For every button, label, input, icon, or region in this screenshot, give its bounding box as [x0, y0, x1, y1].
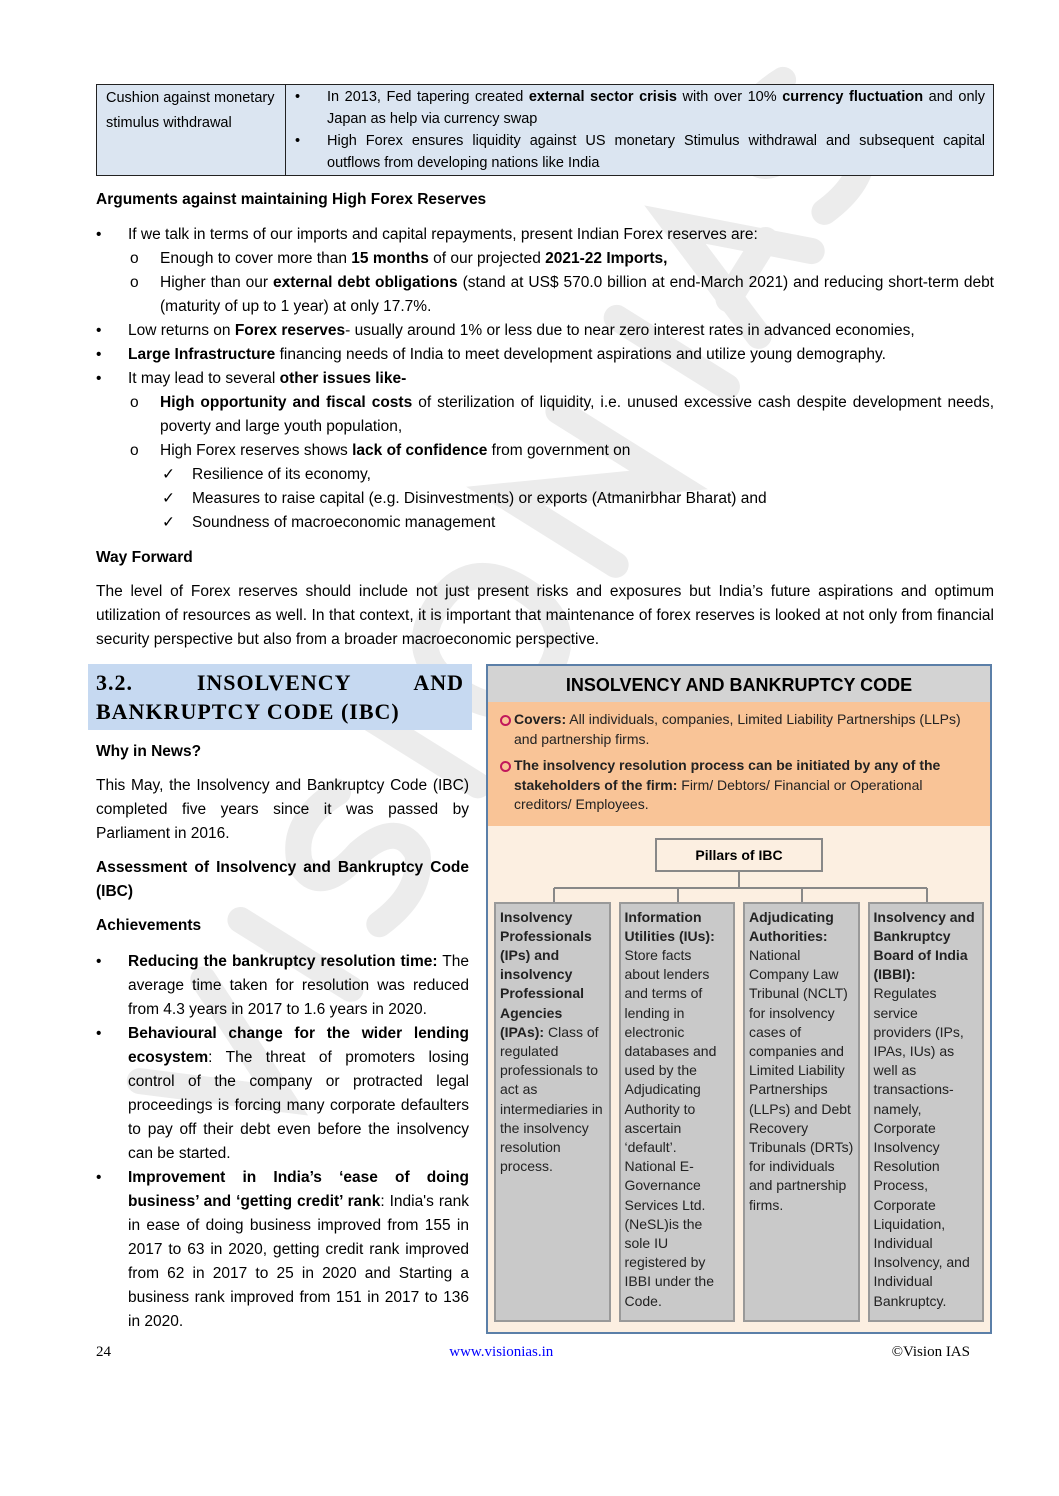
text-run: Resilience of its economy,	[192, 466, 371, 483]
website-link[interactable]: www.visionias.in	[449, 1344, 554, 1360]
text-run: lack of confidence	[352, 442, 488, 459]
copyright: ©Vision IAS	[891, 1344, 970, 1360]
text-run: All individuals, companies, Limited Liability Partnerships (LLPs) and partnership firms.	[514, 711, 961, 747]
text-run: Covers:	[514, 711, 567, 727]
text-run: external debt obligations	[272, 274, 458, 291]
table-label: Cushion against monetary stimulus withdrawal	[97, 85, 286, 176]
assess-heading: Assessment of Insolvency and Bankruptcy Code (IBC)	[96, 859, 469, 900]
pillar-adjudicating	[743, 902, 860, 1322]
against-item	[96, 247, 994, 271]
text-run: It may lead to several	[128, 370, 280, 387]
why-text: This May, the Insolvency and Bankruptcy Code (IBC) completed five years since it was passed by Parliament in 2016.	[96, 777, 469, 842]
text-run: High Forex reserves shows	[160, 442, 353, 459]
text-run: Information Utilities (IUs):	[624, 908, 715, 944]
text-run: : India's rank in ease of doing business improved from 155 in 2017 to 63 in 2020, getting credit rank improved from 62 in 2017 to 25 in 2020 and Starting a business rank improved from 151 in 2017 to 136 in 2020.	[128, 1193, 469, 1330]
text-run: 15 months	[351, 250, 429, 267]
two-column-section	[96, 664, 994, 1334]
text-run: other issues like-	[279, 370, 407, 387]
why-heading: Why in News?	[96, 743, 202, 760]
against-item	[96, 439, 994, 463]
table-bullet	[295, 130, 985, 174]
page-number: 24	[96, 1344, 111, 1360]
against-item	[96, 271, 994, 319]
ibc-text	[96, 740, 469, 1334]
text-run: Adjudicating Authorities:	[749, 908, 834, 944]
infographic-title: INSOLVENCY AND BANKRUPTCY CODE	[488, 666, 990, 702]
pillars	[488, 902, 990, 1322]
text-run: Higher than our	[160, 274, 273, 291]
against-item	[96, 367, 994, 391]
table-bullet	[295, 86, 985, 130]
text-run: Store facts about lenders and terms of lending in electronic databases and used by the Adjudicating Authority to ascertain ‘default’. National E-Governance Services Ltd. (NeSL)is the sole IU registered by IBBI under the Code.	[624, 946, 717, 1309]
text-run: - usually around 1% or less due to near zero interest rates in advanced economies,	[345, 322, 915, 339]
text-run: of our projected	[428, 250, 546, 267]
text-run: of sterilization of liquidity, i.e. unused excessive cash despite development needs, poverty and large youth population,	[160, 394, 994, 435]
achievement-item	[96, 1022, 469, 1166]
text-run: Low returns on	[128, 322, 235, 339]
way-forward-text: The level of Forex reserves should include not just present risks and exposures but India’s future aspirations and optimum utilization of resources as well. In that context, it is important that maintenance of forex reserves is looked at not only from financial security perspective but also from a broader macroeconomic perspective.	[96, 583, 994, 648]
against-item	[96, 487, 994, 511]
text-run: financing needs of India to meet development aspirations and utilize young demography.	[275, 346, 886, 363]
left-column	[96, 664, 469, 1334]
text-run: High opportunity and fiscal costs	[160, 394, 413, 411]
text-run: The insolvency resolution process can be initiated by any of the stakeholders of the firm:	[514, 757, 941, 793]
text-run: Soundness of macroeconomic management	[192, 514, 496, 531]
ibc-infographic	[486, 664, 992, 1334]
text-run: and only Japan as help via currency swap	[327, 89, 985, 127]
against-list	[96, 223, 994, 535]
text-run: Measures to raise capital (e.g. Disinvestments) or exports (Atmanirbhar Bharat) and	[192, 490, 767, 507]
text-run: external sector crisis	[528, 89, 677, 105]
text-run: Insolvency and Bankruptcy Board of India (IBBI):	[873, 908, 975, 983]
text-run: The average time taken for resolution was reduced from 4.3 years in 2017 to 1.6 years in 2020.	[128, 953, 469, 1018]
achievement-item	[96, 1166, 469, 1334]
text-run: If we talk in terms of our imports and capital repayments, present Indian Forex reserves are:	[128, 226, 758, 243]
section-title-line: 3.2. INSOLVENCY AND	[96, 670, 464, 695]
section-title-line: BANKRUPTCY CODE (IBC)	[96, 699, 400, 724]
pillar-ius	[619, 902, 736, 1322]
forex-table	[96, 84, 994, 176]
infographic-points	[488, 702, 990, 826]
way-forward-heading: Way Forward	[96, 549, 193, 566]
text-run: High Forex ensures liquidity against US monetary Stimulus withdrawal and subsequent capital outflows from developing nations like India	[327, 133, 985, 171]
infographic-point	[500, 756, 978, 815]
text-run: (stand at US$ 570.0 billion at end-March 2021) and reducing short-term debt (maturity of up to 1 year) at only 17.7%.	[160, 274, 994, 315]
text-run: : The threat of promoters losing control of the company or protracted legal proceedings is forcing many corporate defaulters to pay off their debt even before the insolvency can be started.	[128, 1049, 469, 1162]
text-run: Forex reserves	[234, 322, 346, 339]
text-run: from government on	[487, 442, 631, 459]
text-run: Class of regulated professionals to act as intermediaries in the insolvency resolution process.	[500, 1023, 603, 1175]
pillar-ibbi	[868, 902, 985, 1322]
text-run: Enough to cover more than	[160, 250, 352, 267]
text-run: In 2013, Fed tapering created	[327, 89, 529, 105]
page	[96, 0, 994, 1381]
text-run: 2021-22 Imports,	[545, 250, 668, 267]
against-item	[96, 463, 994, 487]
text-run: National Company Law Tribunal (NCLT) for insolvency cases of companies and Limited Liability Partnerships (LLPs) and Debt Recovery Tribunals (DRTs) for individuals and partnership firms.	[749, 946, 854, 1213]
pillar-ips	[494, 902, 611, 1322]
against-item	[96, 223, 994, 247]
main-content	[96, 188, 994, 652]
table-row	[97, 85, 994, 176]
section-title	[88, 664, 472, 730]
against-item	[96, 319, 994, 343]
against-heading: Arguments against maintaining High Forex Reserves	[96, 191, 487, 208]
text-run: Behavioural change for the wider lending ecosystem	[128, 1025, 469, 1066]
text-run: Insolvency Professionals (IPs) and insolvency Professional Agencies (IPAs):	[500, 908, 592, 1040]
infographic-point	[500, 710, 978, 749]
achievements-heading: Achievements	[96, 917, 202, 934]
connector-lines	[488, 872, 990, 902]
text-run: Firm/ Debtors/ Financial or Operational creditors/ Employees.	[514, 776, 923, 812]
text-run: Large Infrastructure	[128, 346, 276, 363]
against-item	[96, 343, 994, 367]
text-run: Reducing the bankruptcy resolution time:	[128, 953, 438, 970]
text-run: Regulates service providers (IPs, IPAs, IUs) as well as transactions- namely, Corporate Insolvency Resolution Process, Corporate Liquidation, Individual Insolvency, and Individual Bankruptcy.	[873, 985, 970, 1309]
text-run: currency fluctuation	[782, 89, 924, 105]
pillars-label: Pillars of IBC	[655, 838, 823, 872]
achievement-item	[96, 950, 469, 1022]
footer	[96, 1344, 994, 1381]
text-run: with over 10%	[676, 89, 783, 105]
connector-line	[554, 888, 927, 902]
against-item	[96, 511, 994, 535]
text-run: Improvement in India’s ‘ease of doing business’ and ‘getting credit’ rank	[128, 1169, 469, 1210]
against-item	[96, 391, 994, 439]
